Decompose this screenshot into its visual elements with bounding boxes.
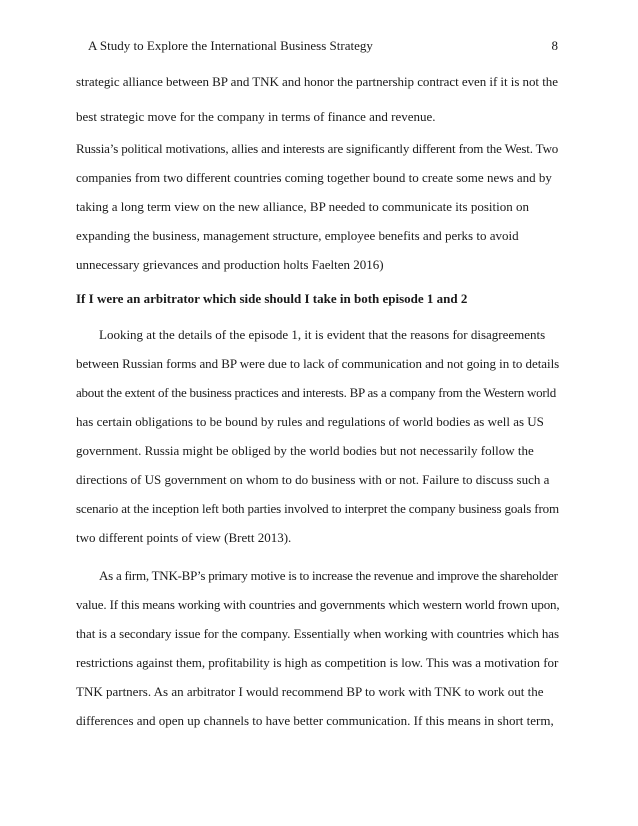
- text-line: TNK partners. As an arbitrator I would recommend BP to work with TNK to work out the: [76, 684, 544, 699]
- text-line: differences and open up channels to have better communication. If this means in short term,: [76, 713, 554, 728]
- text-line: expanding the business, management structure, employee benefits and perks to avoid: [76, 228, 519, 243]
- header-title: A Study to Explore the International Business Strategy: [88, 38, 373, 53]
- text-line: Russia’s political motivations, allies and interests are significantly different from the West. Two: [76, 141, 559, 156]
- text-line: scenario at the inception left both parties involved to interpret the company business goals from: [76, 501, 559, 516]
- section-heading: If I were an arbitrator which side should I take in both episode 1 and 2: [76, 291, 468, 306]
- text-line: taking a long term view on the new alliance, BP needed to communicate its position on: [76, 199, 529, 214]
- text-line: strategic alliance between BP and TNK and honor the partnership contract even if it is not the: [76, 74, 558, 89]
- running-header: [88, 37, 558, 55]
- text-line: Looking at the details of the episode 1, it is evident that the reasons for disagreements: [99, 327, 546, 342]
- page-number: 8: [551, 38, 558, 53]
- text-line: unnecessary grievances and production holts Faelten 2016): [76, 257, 384, 272]
- text-line: between Russian forms and BP were due to lack of communication and not going in to details: [76, 356, 560, 371]
- text-line: companies from two different countries coming together bound to create some news and by: [76, 170, 552, 185]
- text-line: that is a secondary issue for the company. Essentially when working with countries which has: [76, 626, 560, 641]
- text-line: directions of US government on whom to do business with or not. Failure to discuss such a: [76, 472, 550, 487]
- text-line: two different points of view (Brett 2013).: [76, 530, 292, 545]
- text-line: government. Russia might be obliged by the world bodies but not necessarily follow the: [76, 443, 534, 458]
- text-line: best strategic move for the company in terms of finance and revenue.: [76, 109, 436, 124]
- text-line: As a firm, TNK-BP’s primary motive is to increase the revenue and improve the shareholder: [99, 568, 558, 583]
- text-line: about the extent of the business practices and interests. BP as a company from the Western world: [76, 385, 557, 400]
- text-line: has certain obligations to be bound by rules and regulations of world bodies as well as US: [76, 414, 544, 429]
- text-line: value. If this means working with countries and governments which western world frown upon,: [76, 597, 560, 612]
- text-line: restrictions against them, profitability is high as competition is low. This was a motivation for: [76, 655, 559, 670]
